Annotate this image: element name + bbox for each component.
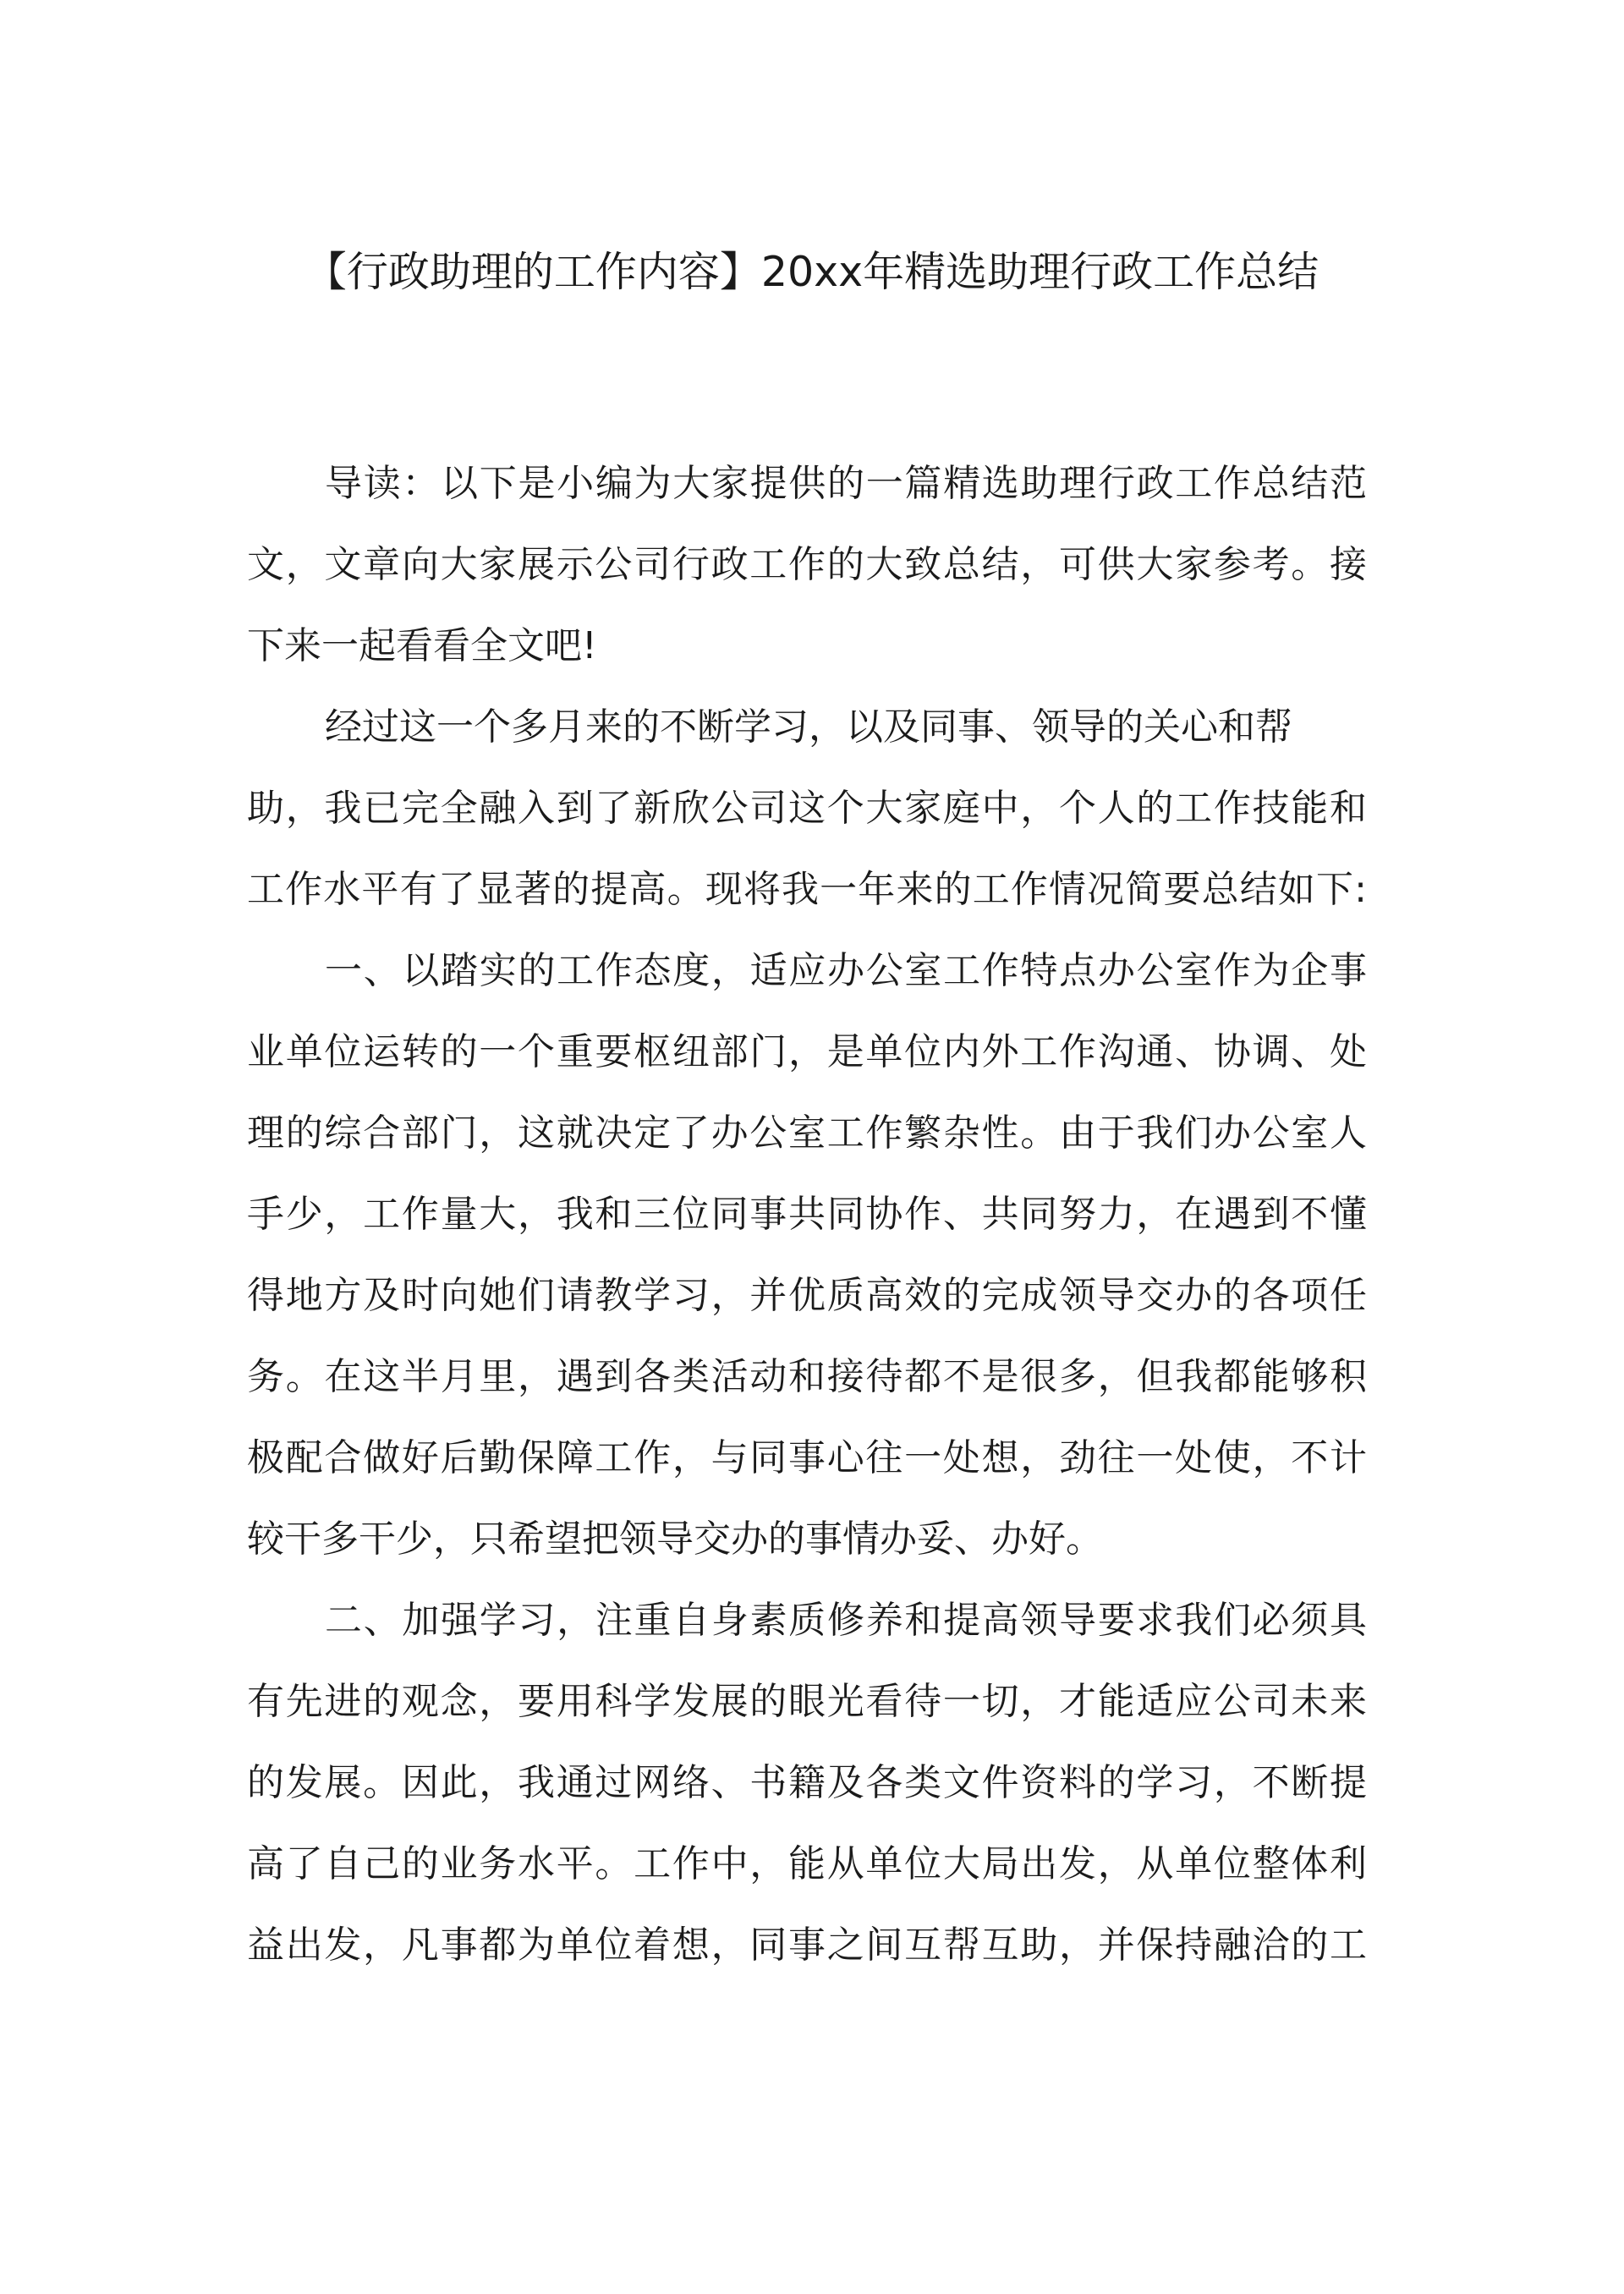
paragraph-2-line-1: 经过这一个多月来的不断学习，以及同事、领导的关心和帮 (325, 705, 1292, 749)
paragraph-2-line-2: 助，我已完全融入到了新欣公司这个大家庭中，个人的工作技能和 (247, 787, 1367, 830)
paragraph-3-line-8: 较干多干少，只希望把领导交办的事情办妥、办好。 (247, 1517, 1103, 1561)
paragraph-4-line-3: 的发展。因此，我通过网络、书籍及各类文件资料的学习，不断提 (247, 1761, 1367, 1804)
paragraph-4-line-2: 有先进的观念，要用科学发展的眼光看待一切，才能适应公司未来 (247, 1680, 1367, 1723)
paragraph-1-line-1: 导读：以下是小编为大家提供的一篇精选助理行政工作总结范 (325, 462, 1367, 505)
paragraph-3-line-4: 手少，工作量大，我和三位同事共同协作、共同努力，在遇到不懂 (247, 1193, 1367, 1236)
paragraph-2-line-3: 工作水平有了显著的提高。现将我一年来的工作情况简要总结如下: (247, 868, 1367, 911)
paragraph-3-line-2: 业单位运转的一个重要枢纽部门，是单位内外工作沟通、协调、处 (247, 1030, 1367, 1073)
paragraph-3-line-6: 务。在这半月里，遇到各类活动和接待都不是很多，但我都能够积 (247, 1355, 1367, 1398)
document-title: 【行政助理的工作内容】20xx年精选助理行政工作总结 (304, 248, 1320, 296)
paragraph-3-line-3: 理的综合部门，这就决定了办公室工作繁杂性。由于我们办公室人 (247, 1111, 1367, 1155)
paragraph-3-line-7: 极配合做好后勤保障工作，与同事心往一处想，劲往一处使，不计 (247, 1436, 1367, 1479)
paragraph-4-line-4: 高了自己的业务水平。工作中，能从单位大局出发，从单位整体利 (247, 1842, 1367, 1885)
paragraph-4-line-5: 益出发，凡事都为单位着想，同事之间互帮互助，并保持融洽的工 (247, 1924, 1367, 1967)
paragraph-4-line-1: 二、加强学习，注重自身素质修养和提高领导要求我们必须具 (325, 1599, 1367, 1642)
paragraph-3-line-5: 得地方及时向她们请教学习，并优质高效的完成领导交办的各项任 (247, 1274, 1367, 1317)
paragraph-3-line-1: 一、以踏实的工作态度，适应办公室工作特点办公室作为企事 (325, 949, 1367, 992)
paragraph-1-line-2: 文，文章向大家展示公司行政工作的大致总结，可供大家参考。接 (247, 543, 1367, 586)
paragraph-1-line-3: 下来一起看看全文吧! (247, 624, 597, 667)
